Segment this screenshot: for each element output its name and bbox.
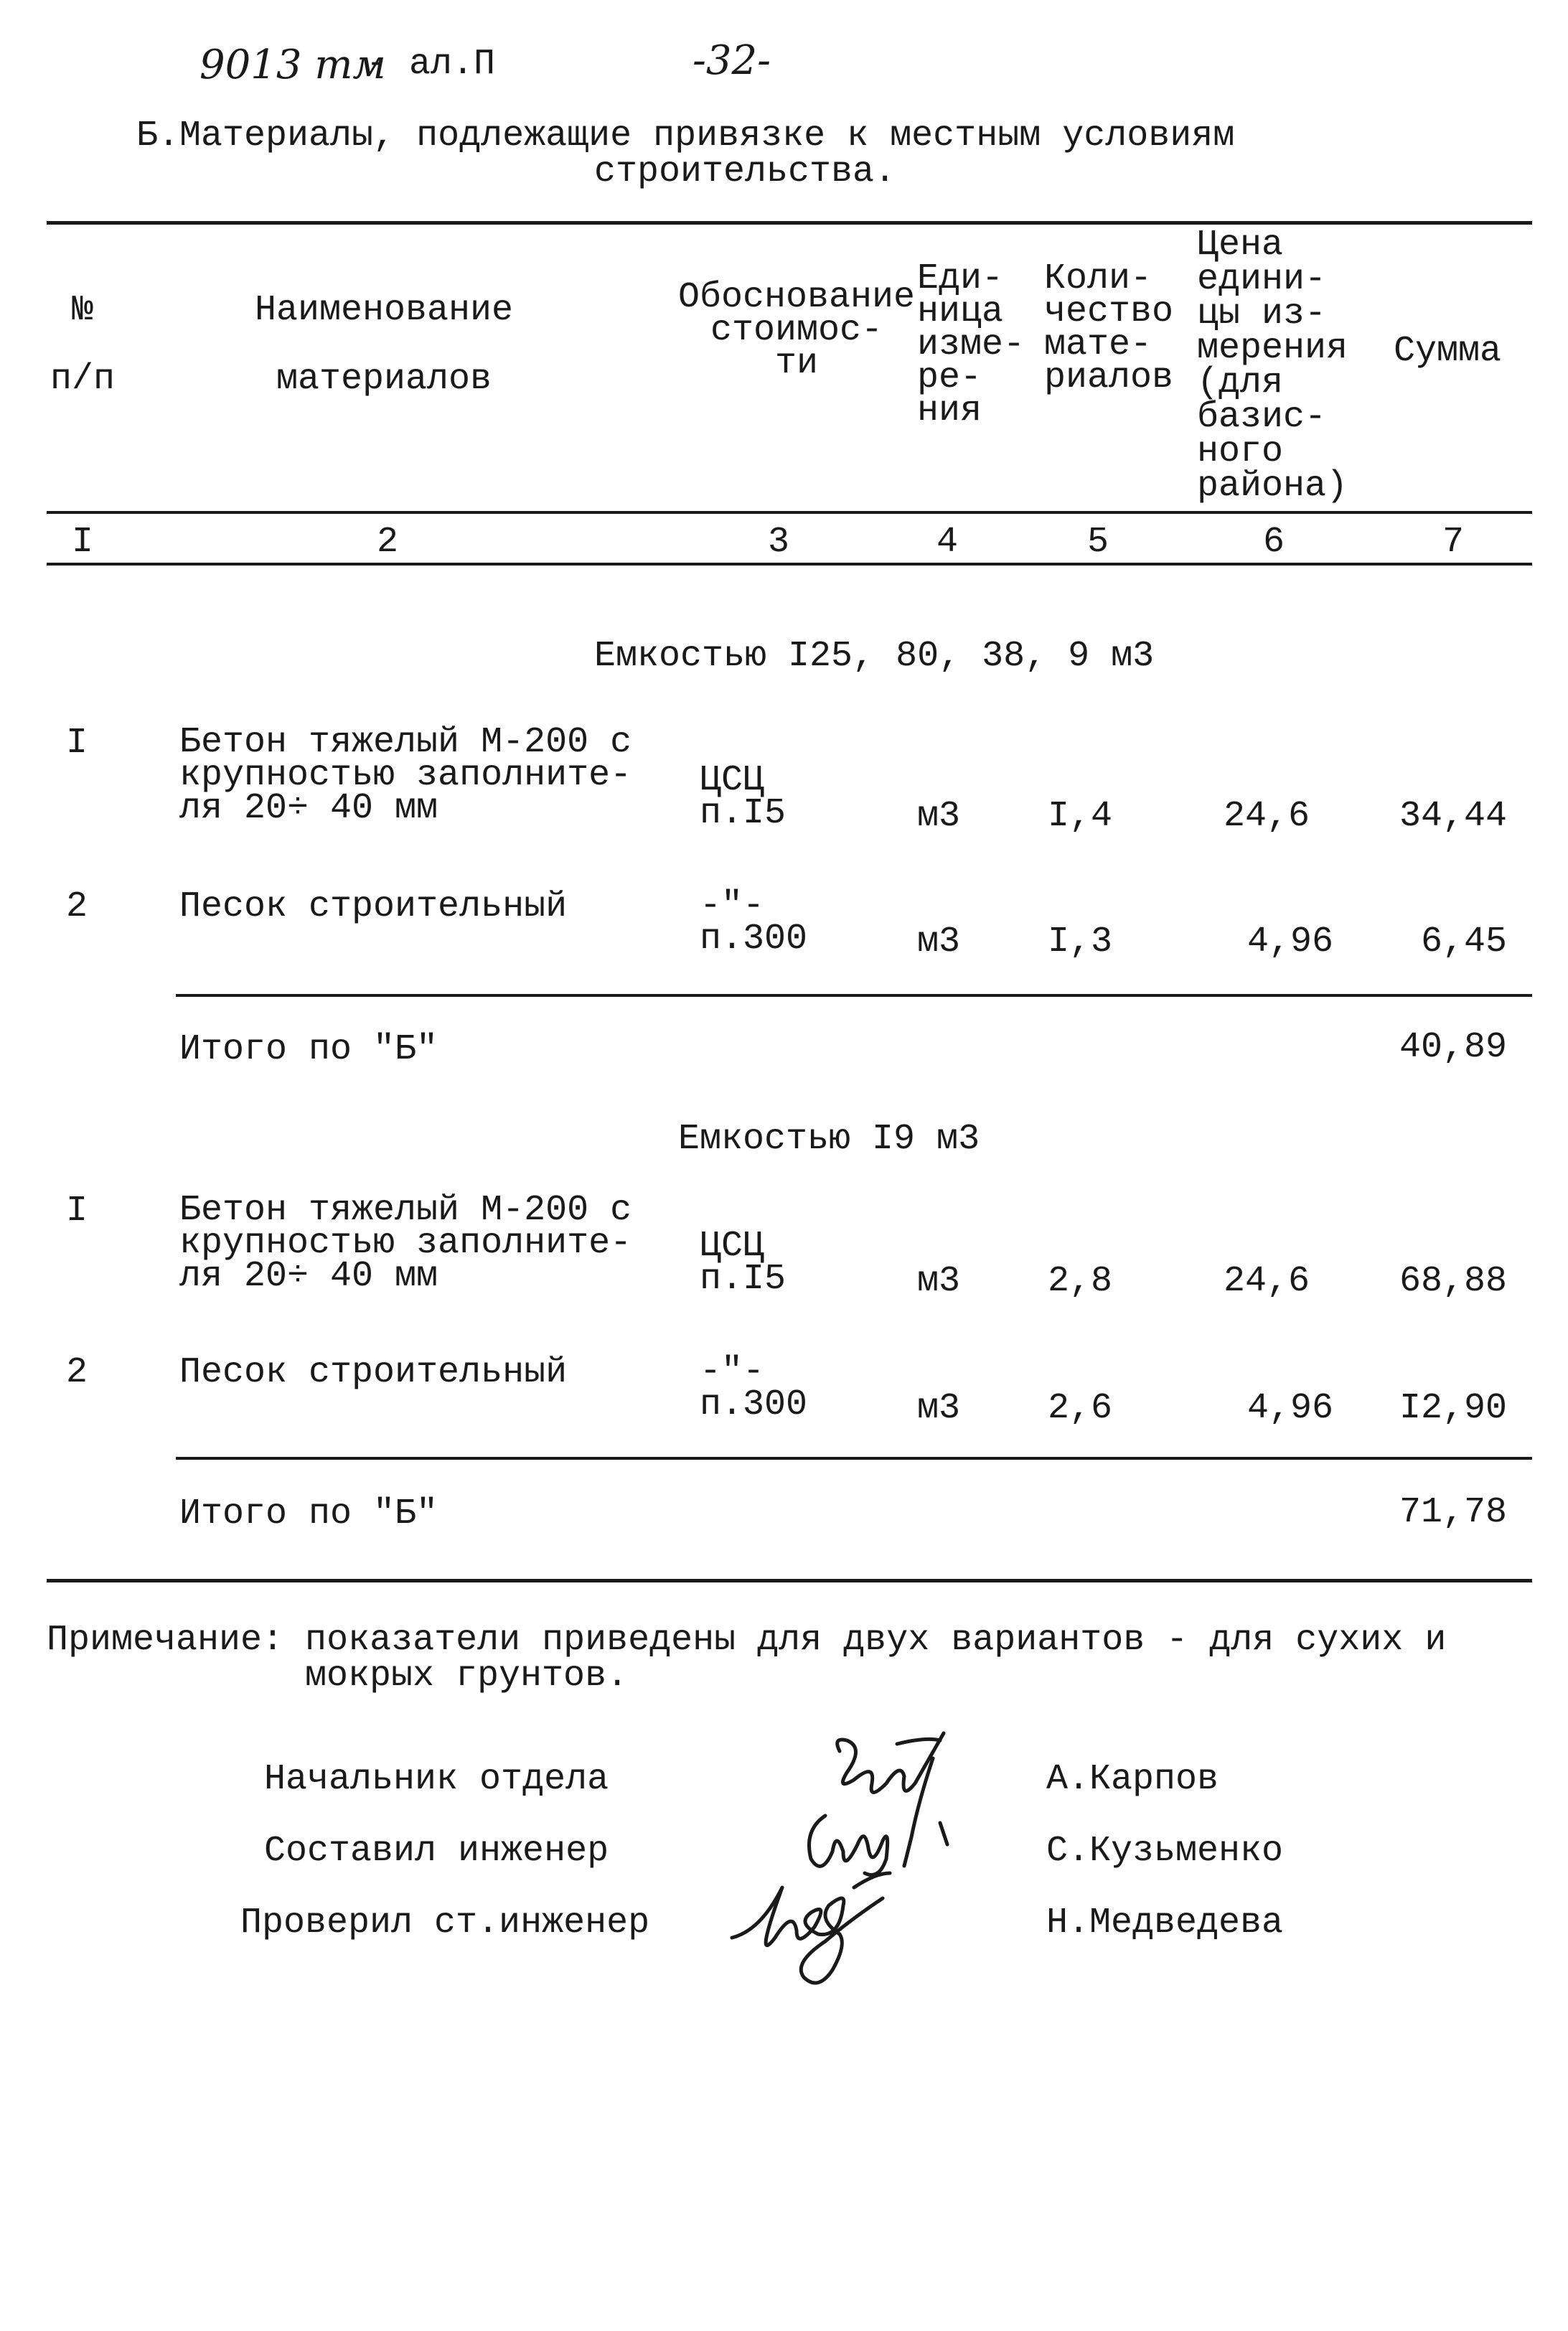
row-name: Бетон тяжелый М-200 с крупностью заполните- ля 20÷ 40 мм [179,1190,632,1297]
col-header-price: Цена едини- цы из- мерения (для базис- ного района) [1197,225,1348,507]
header-bottom-rule [47,511,1532,514]
row-unit: м3 [917,796,961,837]
signature-stroke-2 [809,1816,888,1875]
col-number-4: 4 [936,522,958,563]
subtotal-label: Итого по "Б" [179,1029,438,1070]
subtotal-label: Итого по "Б" [179,1493,438,1534]
row-name: Песок строительный [179,886,568,927]
page-number: -32- [693,37,771,84]
album-label: - ал.П [366,44,496,85]
subtotal-value: 71,78 [1399,1492,1507,1533]
row-qty: I,3 [1048,921,1113,962]
col-number-6: 6 [1262,522,1285,563]
row-qty: 2,8 [1048,1261,1113,1302]
col-number-5: 5 [1086,522,1109,563]
row-sum: 6,45 [1420,921,1507,962]
row-qty: 2,6 [1048,1388,1113,1429]
subtotal-rule [176,1457,1532,1460]
row-qty: I,4 [1048,796,1113,837]
subtotal-value: 40,89 [1399,1027,1507,1068]
col-header-num: № п/п [50,290,115,400]
row-price: 24,6 [1224,1261,1310,1302]
doc-code: 9013 тм [199,42,386,88]
col-number-3: 3 [767,522,789,563]
handwritten-signatures [718,1708,1019,1995]
row-unit: м3 [917,921,961,962]
signature-role: Начальник отдела [264,1759,609,1800]
row-basis: ЦСЦ п.I5 [700,1226,787,1300]
col-number-2: 2 [376,522,398,563]
group-title: Емкостью I25, 80, 38, 9 м3 [594,636,1155,677]
row-unit: м3 [917,1261,961,1302]
col-header-basis: Обоснование стоимос- ти [677,277,916,384]
col-header-unit: Еди- ница изме- ре- ния [917,258,1025,431]
row-sum: I2,90 [1399,1388,1507,1429]
row-num: 2 [66,886,88,927]
signature-stroke-3 [732,1873,890,1983]
row-num: I [66,1191,88,1232]
signature-role: Проверил ст.инженер [240,1903,650,1943]
signature-name: А.Карпов [1046,1759,1219,1800]
table-top-rule [47,221,1532,225]
col-number-7: 7 [1442,522,1464,563]
row-price: 4,96 [1247,921,1334,962]
signature-name: С.Кузьменко [1046,1831,1284,1872]
group-title: Емкостью I9 м3 [678,1119,980,1160]
row-name: Песок строительный [179,1352,568,1393]
col-number-1: I [71,522,93,563]
signature-role: Составил инженер [264,1831,609,1872]
row-sum: 34,44 [1399,796,1507,837]
subtotal-rule [176,994,1532,997]
section-title-line1: Б.Материалы, подлежащие привязке к местным условиям [136,116,1235,156]
table-bottom-rule [47,1579,1532,1582]
row-sum: 68,88 [1399,1261,1507,1302]
row-price: 4,96 [1247,1388,1334,1429]
row-unit: м3 [917,1388,961,1429]
row-basis: -"- п.300 [700,1351,808,1425]
row-name: Бетон тяжелый М-200 с крупностью заполните- ля 20÷ 40 мм [179,722,632,829]
row-num: I [66,723,88,764]
col-header-name: Наименование материалов [254,290,514,400]
row-num: 2 [66,1352,88,1393]
row-basis: ЦСЦ п.I5 [700,760,787,834]
note-line1: Примечание: показатели приведены для двух вариантов - для сухих и [47,1620,1447,1661]
col-header-qty: Коли- чество мате- риалов [1044,258,1174,398]
row-basis: -"- п.300 [700,886,808,960]
note-line2: мокрых грунтов. [305,1656,629,1697]
section-title-line2: строительства. [594,151,896,192]
signature-stroke-1 [837,1733,947,1866]
signature-name: Н.Медведева [1046,1903,1284,1943]
row-price: 24,6 [1224,796,1310,837]
col-header-sum: Сумма [1394,331,1502,372]
column-numbers-rule [47,563,1532,566]
